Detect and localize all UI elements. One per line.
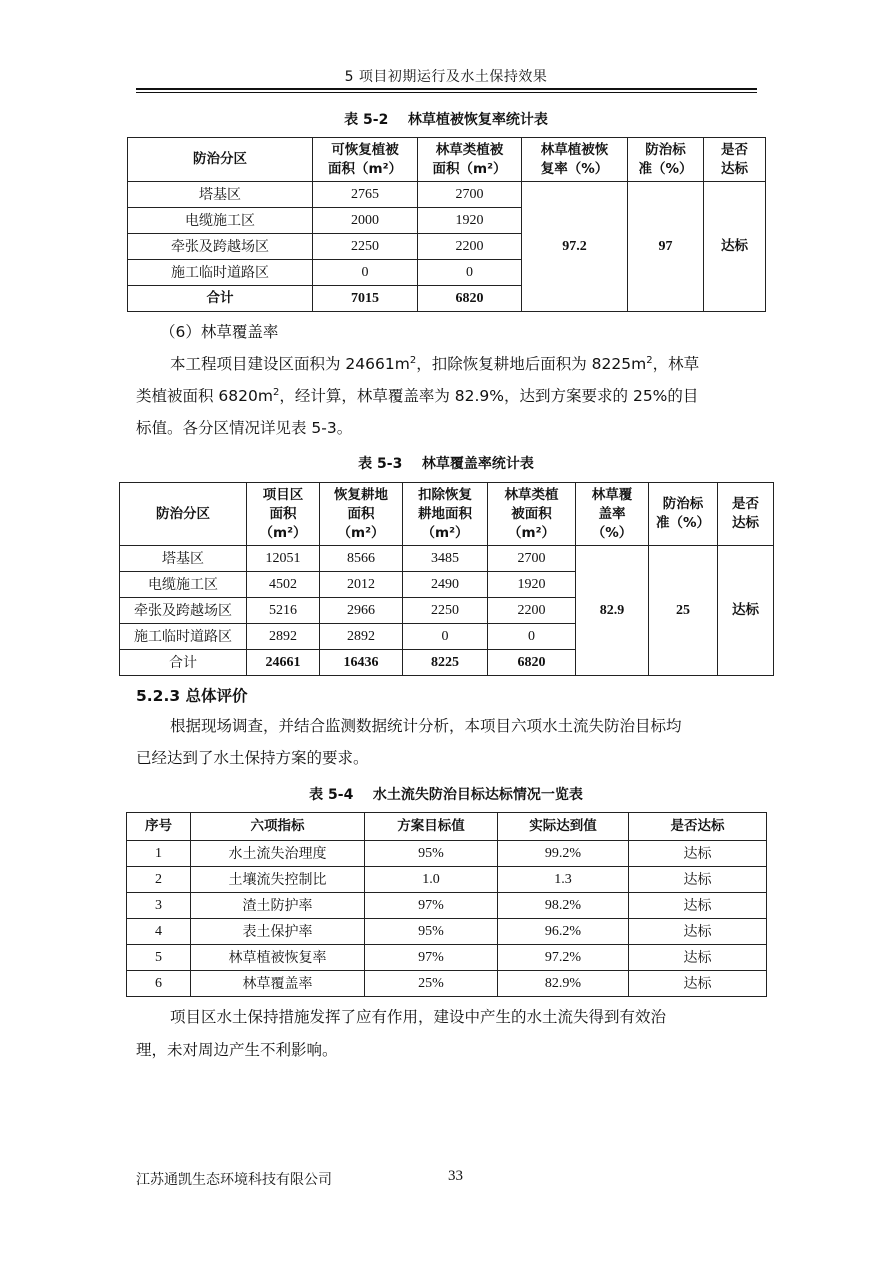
t52-header-result: 是否 达标 [704, 138, 766, 182]
table-row: 牵张及跨越场区 2250 2200 [128, 234, 766, 260]
t53-header-standard: 防治标 准（%） [649, 483, 718, 546]
t53-result-value: 达标 [718, 546, 774, 676]
section-5-2-3-line-1: 根据现场调查，并结合监测数据统计分析，本项目六项水土流失防治目标均 [170, 717, 682, 735]
table-row: 2 土壤流失控制比 1.0 1.3 达标 [127, 867, 767, 893]
page-number: 33 [448, 1168, 463, 1184]
header-rule-thick [136, 88, 757, 90]
running-header: 5 项目初期运行及水土保持效果 [344, 69, 548, 85]
t53-header-result: 是否 达标 [718, 483, 774, 546]
table-5-2-caption: 表 5-2 林草植被恢复率统计表 [344, 112, 548, 128]
table-row: 塔基区 2765 2700 97.2 97 达标 [128, 182, 766, 208]
t53-header-zone: 防治分区 [120, 483, 247, 546]
t54-header-result: 是否达标 [629, 813, 767, 841]
t54-header-actual: 实际达到值 [498, 813, 629, 841]
section-5-2-3-heading: 5.2.3 总体评价 [136, 687, 248, 705]
header-rule-thin [136, 92, 757, 93]
table-5-3-caption: 表 5-3 林草覆盖率统计表 [358, 456, 534, 472]
t52-header-restorable: 可恢复植被 面积（m²） [313, 138, 418, 182]
t53-header-coverage: 林草覆 盖率 （%） [576, 483, 649, 546]
t54-header-target: 方案目标值 [365, 813, 498, 841]
t52-header-standard: 防治标 准（%） [628, 138, 704, 182]
t53-header-net-area: 扣除恢复 耕地面积 （m²） [403, 483, 488, 546]
t52-header-veg-area: 林草类植被 面积（m²） [418, 138, 522, 182]
table-row: 4 表土保护率 95% 96.2% 达标 [127, 919, 767, 945]
table-5-2 [127, 137, 766, 312]
table-row: 3 渣土防护率 97% 98.2% 达标 [127, 893, 767, 919]
t52-header-zone: 防治分区 [128, 138, 313, 182]
closing-line-2: 理，未对周边产生不利影响。 [136, 1041, 338, 1059]
t53-header-veg-area: 林草类植 被面积 （m²） [488, 483, 576, 546]
table-row: 施工临时道路区 0 0 [128, 260, 766, 286]
table-row: 1 水土流失治理度 95% 99.2% 达标 [127, 841, 767, 867]
t54-header-no: 序号 [127, 813, 191, 841]
section-6-heading: （6）林草覆盖率 [160, 323, 279, 341]
t52-rate-value: 97.2 [522, 182, 628, 312]
t52-result-value: 达标 [704, 182, 766, 312]
section-6-line-3: 标值。各分区情况详见表 5-3。 [136, 419, 353, 437]
section-6-line-1: 本工程项目建设区面积为 $24661m^2$，扣除恢复耕地后面积为 $8225m^2$，林草 [170, 354, 700, 373]
table-row: 5 林草植被恢复率 97% 97.2% 达标 [127, 945, 767, 971]
t54-header-indicator: 六项指标 [191, 813, 365, 841]
table-row: 牵张及跨越场区 5216 2966 2250 2200 [120, 598, 774, 624]
closing-line-1: 项目区水土保持措施发挥了应有作用，建设中产生的水土流失得到有效治 [170, 1008, 667, 1026]
table-row: 电缆施工区 4502 2012 2490 1920 [120, 572, 774, 598]
t53-header-project-area: 项目区 面积 （m²） [247, 483, 320, 546]
footer-company: 江苏通凯生态环境科技有限公司 [136, 1172, 332, 1188]
table-5-4-caption: 表 5-4 水土流失防治目标达标情况一览表 [309, 787, 583, 803]
table-5-3 [119, 482, 774, 676]
table-row: 6 林草覆盖率 25% 82.9% 达标 [127, 971, 767, 997]
t53-header-farmland: 恢复耕地 面积 （m²） [320, 483, 403, 546]
section-6-line-2: 类植被面积 $6820m^2$，经计算，林草覆盖率为 82.9%，达到方案要求的 25%的目 [136, 386, 699, 405]
table-row: 电缆施工区 2000 1920 [128, 208, 766, 234]
t52-header-rate: 林草植被恢 复率（%） [522, 138, 628, 182]
table-total-row: 合计 7015 6820 [128, 286, 766, 312]
t53-rate-value: 82.9 [576, 546, 649, 676]
t53-standard-value: 25 [649, 546, 718, 676]
table-total-row: 合计 24661 16436 8225 6820 [120, 650, 774, 676]
section-5-2-3-line-2: 已经达到了水土保持方案的要求。 [136, 749, 369, 767]
table-row: 塔基区 12051 8566 3485 2700 82.9 25 达标 [120, 546, 774, 572]
t52-standard-value: 97 [628, 182, 704, 312]
table-row: 施工临时道路区 2892 2892 0 0 [120, 624, 774, 650]
table-5-4 [126, 812, 767, 997]
